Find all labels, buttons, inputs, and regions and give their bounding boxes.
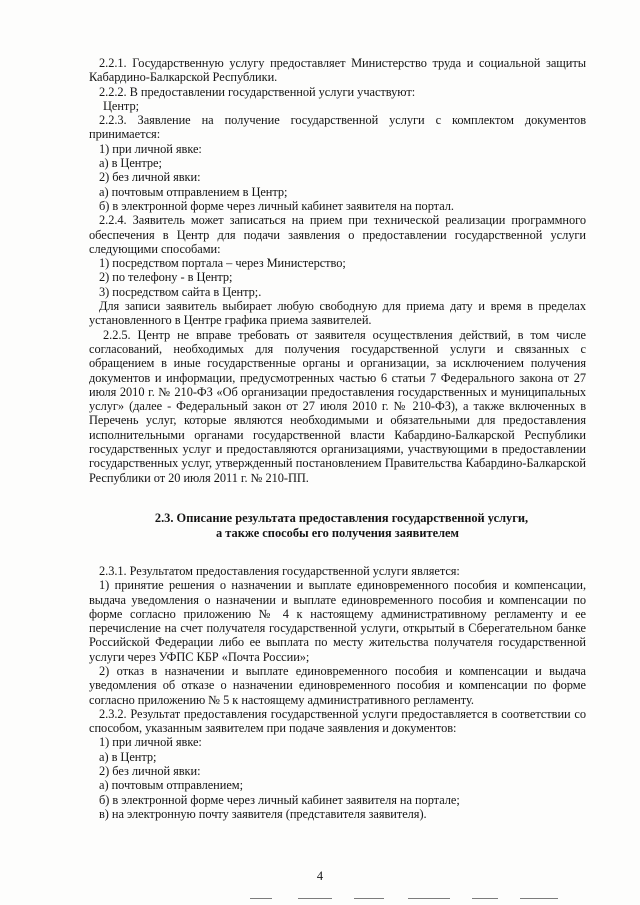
list-item: б) в электронной форме через личный кабинет заявителя на портале; xyxy=(99,792,460,807)
list-item: 2) без личной явки: xyxy=(99,170,201,185)
scan-artifact-lines xyxy=(250,896,580,902)
section-heading-line-1: 2.3. Описание результата предоставления государственной услуги, xyxy=(154,510,529,525)
list-item: б) в электронной форме через личный кабинет заявителя на портал. xyxy=(99,198,454,213)
list-item: 2) без личной явки: xyxy=(99,764,201,779)
list-item: 1) посредством портала – через Министерство; xyxy=(99,256,346,271)
section-heading-2-3 xyxy=(89,511,586,541)
participant-item: Центр; xyxy=(103,98,139,113)
list-item: а) в Центре; xyxy=(99,156,162,171)
list-item: 2) по телефону - в Центр; xyxy=(99,270,233,285)
paragraph-2-2-1: 2.2.1. Государственную услугу предоставляет Министерство труда и социальной защиты Кабардино-Балкарской Республики. xyxy=(89,56,586,85)
paragraph-2-3-2: 2.3.2. Результат предоставления государственной услуги предоставляется в соответствии со способом, указанным заявителем при подаче заявления и документов: xyxy=(89,706,586,736)
list-item: а) почтовым отправлением; xyxy=(99,778,243,793)
result-item-1: 1) принятие решения о назначении и выплате единовременного пособия и компенсации, выдача уведомления о назначении и выплате единовременного пособия и компенсации по форме согласно приложению № 4 к настоящему административному регламенту и ее перечисление на счет получателя государственной услуги, открытый в Сберегательном банке Российской Федерации либо ее выплата по месту жительства получателя государственной услуги через УФПС КБР «Почта России»; xyxy=(89,578,586,664)
list-item: а) почтовым отправлением в Центр; xyxy=(99,184,288,199)
paragraph-2-2-3: 2.2.3. Заявление на получение государственной услуги с комплектом документов принимается: xyxy=(89,113,586,142)
list-item: а) в Центр; xyxy=(99,749,157,764)
list-item: в) на электронную почту заявителя (представителя заявителя). xyxy=(99,806,427,821)
paragraph-2-2-2: 2.2.2. В предоставлении государственной услуги участвуют: xyxy=(99,84,416,99)
list-item: 1) при личной явке: xyxy=(99,141,202,156)
result-item-2: 2) отказ в назначении и выплате единовременного пособия и компенсации и выдача уведомления об отказе о назначении единовременного пособия и компенсации по форме согласно приложению № 5 к настоящему административного регламенту. xyxy=(89,663,586,707)
paragraph-appointment: Для записи заявитель выбирает любую свободную для приема дату и время в пределах установленного в Центре графика приема заявителей. xyxy=(89,299,586,328)
list-item: 1) при личной явке: xyxy=(99,735,202,750)
section-heading-line-2: а также способы его получения заявителем xyxy=(216,525,459,540)
list-item: 3) посредством сайта в Центр;. xyxy=(99,284,262,299)
document-body xyxy=(89,56,586,821)
paragraph-2-2-5: 2.2.5. Центр не вправе требовать от заявителя осуществления действий, в том числе согласований, необходимых для получения государственной услуги и связанных с обращением в иные государственные органы и организации, за исключением получения документов и информации, предусмотренных частью 6 статьи 7 Федерального закона от 27 июля 2010 г. № 210-ФЗ «Об организации предоставления государственных и муниципальных услуг» (далее - Федеральный закон от 27 июля 2010 г. № 210-ФЗ), а также включенных в Перечень услуг, которые являются необходимыми и обязательными для предоставления исполнительными органами государственной власти Кабардино-Балкарской Республики государственных услуг и предоставляются организациями, участвующими в предоставлении государственных услуг, утвержденный постановлением Правительства Кабардино-Балкарской Республики от 20 июля 2011 г. № 210-ПП. xyxy=(89,327,586,485)
paragraph-2-3-1: 2.3.1. Результатом предоставления государственной услуги является: xyxy=(99,563,460,578)
page-number: 4 xyxy=(316,869,324,883)
paragraph-2-2-4: 2.2.4. Заявитель может записаться на прием при технической реализации программного обеспечения в Центр для подачи заявления о предоставлении государственной услуги следующими способами: xyxy=(89,213,586,256)
